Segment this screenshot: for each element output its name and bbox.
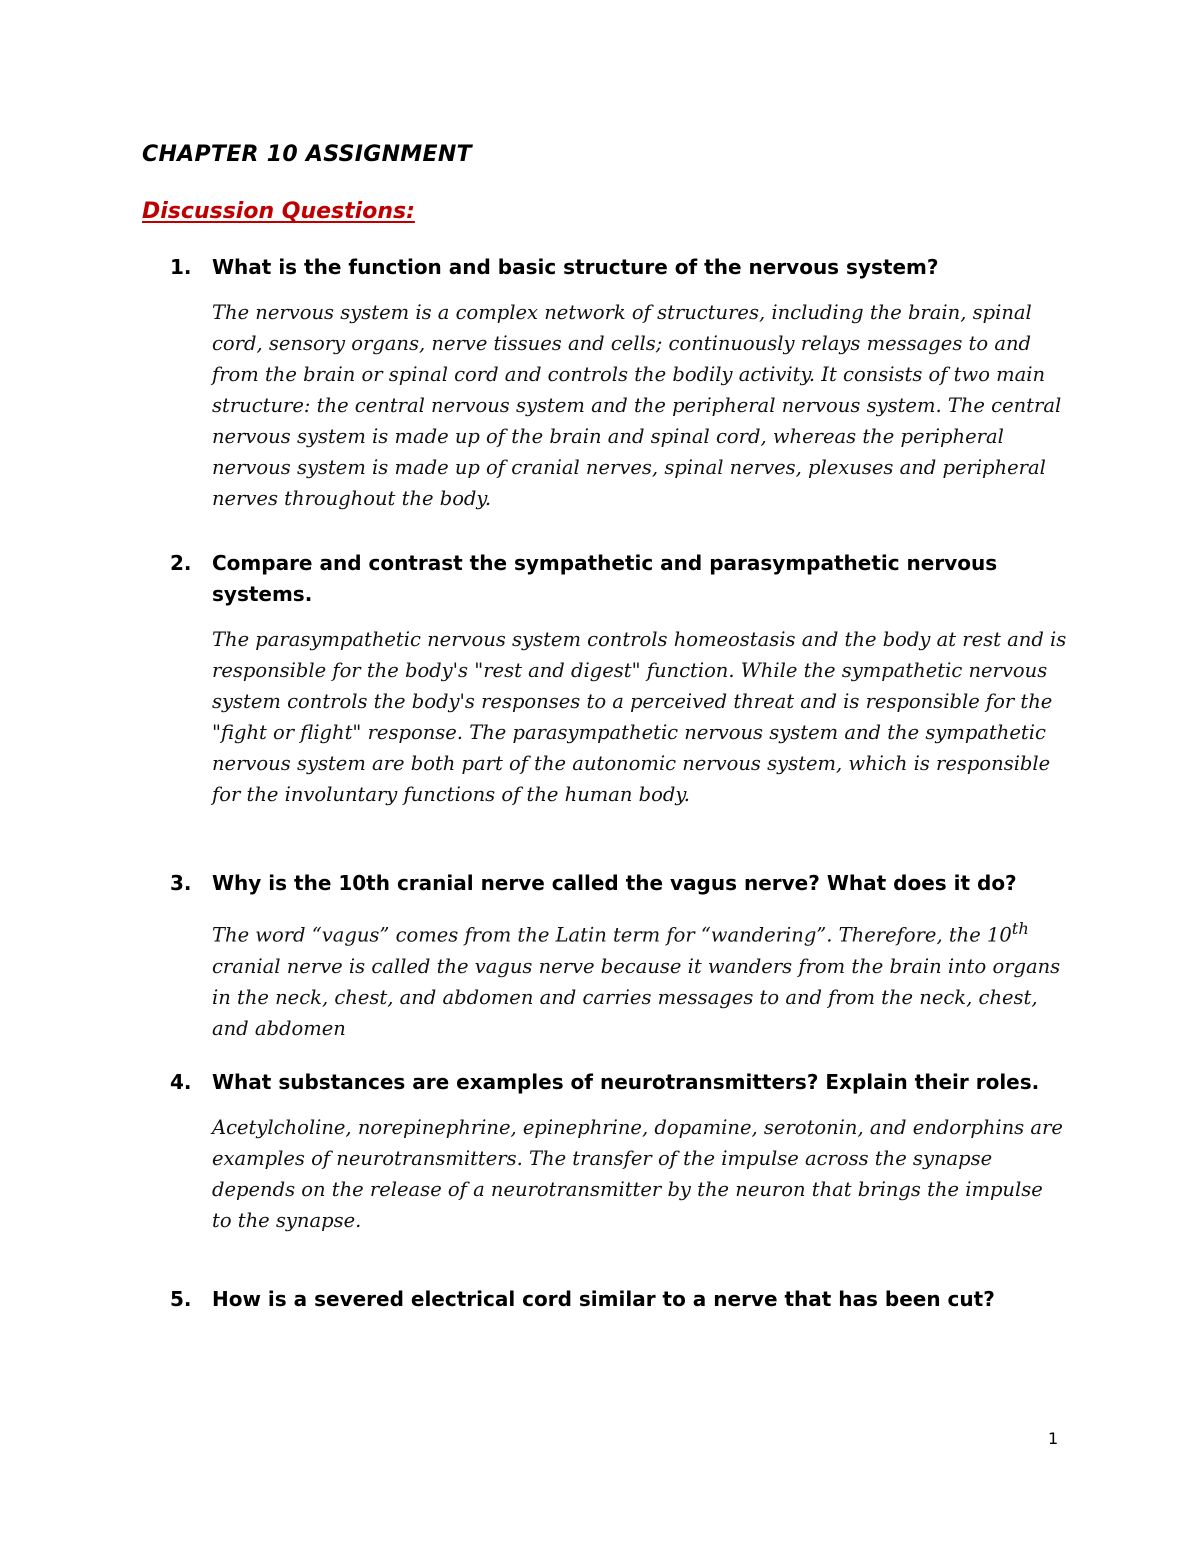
answer-paragraph [212, 913, 1067, 1044]
answer-text-part: The word “vagus” comes from the Latin term for “wandering”. Therefore, the 10 [212, 923, 1012, 947]
question-heading [170, 1284, 1070, 1315]
question-text: Compare and contrast the sympathetic and parasympathetic nervous systems. [212, 551, 998, 606]
answer-text [212, 1112, 1067, 1236]
answer-paragraph: The parasympathetic nervous system controls homeostasis and the body at rest and is responsible for the body's "rest and digest" function. While the sympathetic nervous system controls the body's responses to a perceived threat and is responsible for the "fight or flight" response. The parasympathetic nervous system and the sympathetic nervous system are both part of the autonomic nervous system, which is responsible for the involuntary functions of the human body. [212, 628, 1067, 806]
answer-text [212, 913, 1067, 1044]
question-item [170, 252, 1070, 514]
question-number: 2. [170, 551, 192, 575]
question-item [170, 1067, 1070, 1236]
question-item [170, 548, 1070, 810]
question-number: 4. [170, 1070, 192, 1094]
page-number: 1 [1048, 1429, 1059, 1448]
question-heading [170, 548, 1070, 610]
question-text: What substances are examples of neurotransmitters? Explain their roles. [212, 1070, 1040, 1094]
question-text: What is the function and basic structure of the nervous system? [212, 255, 939, 279]
ordinal-superscript: th [1011, 919, 1029, 938]
answer-text [212, 297, 1067, 514]
question-heading [170, 868, 1070, 899]
answer-paragraph: Acetylcholine, norepinephrine, epinephrine, dopamine, serotonin, and endorphins are examples of neurotransmitters. The transfer of the impulse across the synapse depends on the release of a neurotransmitter by the neuron that brings the impulse to the synapse. [212, 1116, 1063, 1232]
question-text: Why is the 10th cranial nerve called the vagus nerve? What does it do? [212, 871, 1017, 895]
question-heading [170, 252, 1070, 283]
question-number: 1. [170, 255, 192, 279]
answer-paragraph: The nervous system is a complex network of structures, including the brain, spinal cord, sensory organs, nerve tissues and cells; continuously relays messages to and from the brain or spinal cord and controls the bodily activity. It consists of two main structure: the central nervous system and the peripheral nervous system. The central nervous system is made up of the brain and spinal cord, whereas the peripheral nervous system is made up of cranial nerves, spinal nerves, plexuses and peripheral nerves throughout the body. [212, 301, 1062, 510]
question-text: How is a severed electrical cord similar to a nerve that has been cut? [212, 1287, 995, 1311]
answer-text [212, 624, 1067, 810]
chapter-title: CHAPTER 10 ASSIGNMENT [142, 142, 472, 167]
question-item [170, 868, 1070, 1044]
section-heading: Discussion Questions: [142, 199, 415, 224]
question-number: 3. [170, 871, 192, 895]
question-item [170, 1284, 1070, 1315]
question-number: 5. [170, 1287, 192, 1311]
answer-text-part: cranial nerve is called the vagus nerve because it wanders from the brain into organs in the neck, chest, and abdomen and carries messages to and from the neck, chest, and abdomen [212, 954, 1061, 1040]
question-heading [170, 1067, 1070, 1098]
